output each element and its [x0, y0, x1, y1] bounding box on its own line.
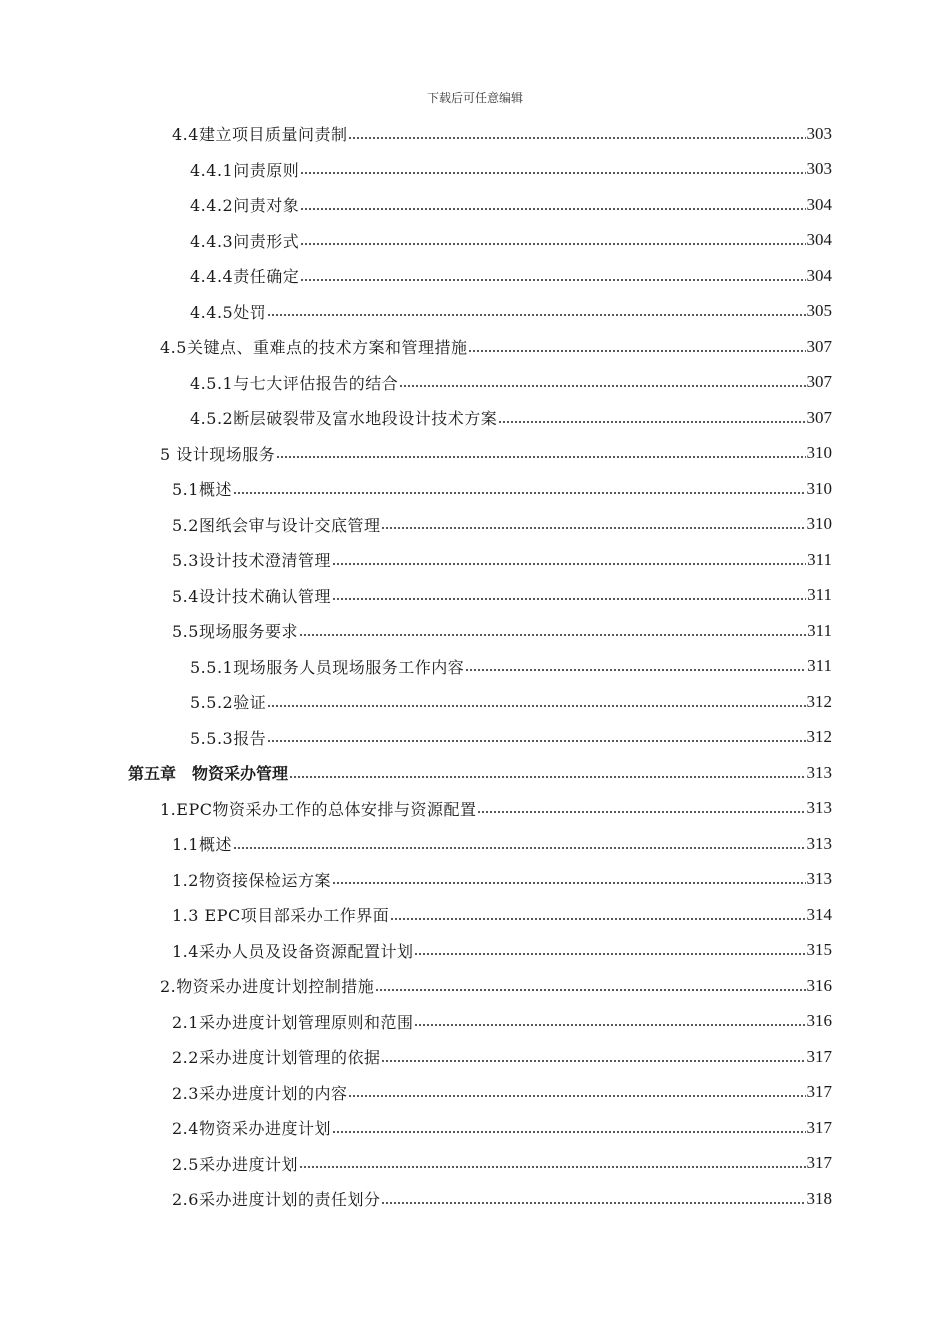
toc-dot-leader: [399, 381, 805, 391]
toc-entry-label: 5.2图纸会审与设计交底管理: [172, 515, 381, 535]
toc-page-number: 317: [806, 1153, 832, 1172]
toc-dot-leader: [267, 310, 805, 320]
toc-dot-leader: [299, 630, 806, 640]
toc-dot-leader: [414, 1020, 805, 1030]
toc-page-number: 304: [806, 230, 832, 249]
toc-dot-leader: [276, 452, 805, 462]
toc-entry-label: 1.1概述: [172, 835, 232, 854]
toc-dot-leader: [233, 843, 806, 853]
toc-page-number: 311: [807, 585, 832, 604]
toc-page-number: 315: [806, 940, 832, 959]
toc-dot-leader: [465, 665, 806, 675]
toc-entry[interactable]: [160, 329, 832, 364]
toc-page-number: 316: [806, 1011, 832, 1030]
toc-page-number: 307: [806, 407, 832, 427]
toc-dot-leader: [414, 949, 805, 959]
toc-entry[interactable]: [172, 1181, 832, 1216]
toc-entry-label: 4.5.1与七大评估报告的结合: [190, 373, 399, 393]
toc-entry-label: 5.5.2验证: [190, 693, 267, 712]
toc-page-number: 311: [807, 549, 832, 569]
toc-entry[interactable]: [172, 471, 832, 506]
toc-page-number: 310: [806, 443, 832, 462]
toc-entry-label: 1.2物资接保检运方案: [172, 870, 331, 890]
toc-page-number: 317: [806, 1117, 832, 1137]
toc-page-number: 312: [806, 727, 832, 746]
toc-entry-label: 4.4.1问责原则: [190, 160, 300, 180]
toc-chapter-entry[interactable]: [128, 755, 832, 790]
toc-entry-label: 2.3采办进度计划的内容: [172, 1083, 348, 1103]
toc-page-number: 318: [806, 1188, 832, 1208]
toc-dot-leader: [375, 985, 805, 995]
toc-entry[interactable]: [172, 1110, 832, 1145]
toc-dot-leader: [233, 488, 806, 498]
toc-entry-label: 2.1采办进度计划管理原则和范围: [172, 1012, 414, 1032]
toc-page-number: 313: [806, 869, 832, 888]
toc-entry-label: 5.5现场服务要求: [172, 622, 298, 641]
toc-page-number: 304: [806, 265, 832, 285]
toc-entry-label: 5.4设计技术确认管理: [172, 586, 331, 606]
toc-dot-leader: [267, 736, 805, 746]
toc-dot-leader: [332, 594, 806, 604]
toc-entry-label: 4.4.3问责形式: [190, 231, 300, 251]
toc-dot-leader: [332, 559, 806, 569]
toc-entry[interactable]: [190, 365, 832, 400]
toc-dot-leader: [300, 168, 805, 178]
toc-entry-label: 5.1概述: [172, 480, 232, 499]
toc-dot-leader: [289, 772, 805, 782]
toc-dot-leader: [300, 204, 805, 214]
toc-page-number: 313: [806, 762, 832, 782]
toc-entry-label: 2.4物资采办进度计划: [172, 1119, 331, 1138]
toc-page-number: 310: [806, 514, 832, 533]
toc-entry-label: 1.3 EPC项目部采办工作界面: [172, 906, 390, 925]
toc-page-number: 313: [806, 798, 832, 817]
toc-entry[interactable]: [172, 116, 832, 151]
toc-entry-label: 2.6采办进度计划的责任划分: [172, 1190, 381, 1209]
toc-entry[interactable]: [190, 294, 832, 329]
toc-entry[interactable]: [160, 791, 832, 826]
toc-entry[interactable]: [172, 1004, 832, 1039]
toc-page-number: 310: [806, 478, 832, 498]
toc-entry-label: 第五章 物资采办管理: [128, 764, 289, 783]
toc-entry-label: 4.5.2断层破裂带及富水地段设计技术方案: [190, 409, 498, 428]
toc-dot-leader: [477, 807, 805, 817]
toc-entry-label: 2.物资采办进度计划控制措施: [160, 977, 375, 996]
toc-entry[interactable]: [172, 578, 832, 613]
toc-page-number: 317: [806, 1082, 832, 1101]
toc-entry-label: 4.4.5处罚: [190, 302, 267, 322]
toc-entry-label: 2.5采办进度计划: [172, 1154, 298, 1174]
toc-entry[interactable]: [172, 933, 832, 968]
toc-page-number: 311: [807, 656, 832, 675]
toc-page-number: 314: [806, 904, 832, 924]
toc-entry[interactable]: [160, 968, 832, 1003]
toc-entry-label: 4.4.2问责对象: [190, 196, 300, 215]
toc-entry-label: 5.5.3报告: [190, 728, 267, 748]
toc-entry[interactable]: [190, 649, 832, 684]
toc-dot-leader: [300, 239, 805, 249]
toc-dot-leader: [390, 914, 805, 924]
toc-page-number: 311: [807, 620, 832, 640]
toc-page-number: 313: [806, 833, 832, 853]
toc-entry[interactable]: [172, 1039, 832, 1074]
page-header: 下载后可任意编辑: [426, 91, 523, 105]
toc-entry-label: 5.3设计技术澄清管理: [172, 551, 331, 570]
toc-entry-label: 4.5关键点、重难点的技术方案和管理措施: [160, 338, 468, 357]
toc-page-number: 303: [806, 159, 832, 178]
toc-dot-leader: [300, 275, 805, 285]
toc-entry[interactable]: [172, 1075, 832, 1110]
toc-dot-leader: [498, 417, 805, 427]
toc-page-number: 312: [806, 691, 832, 711]
toc-entry[interactable]: [160, 436, 832, 471]
toc-entry-label: 1.EPC物资采办工作的总体安排与资源配置: [160, 799, 477, 819]
toc-entry[interactable]: [190, 152, 832, 187]
toc-entry[interactable]: [190, 400, 832, 435]
toc-entry[interactable]: [190, 187, 832, 222]
toc-dot-leader: [267, 701, 805, 711]
toc-entry-label: 5 设计现场服务: [160, 444, 276, 464]
toc-entry[interactable]: [172, 542, 832, 577]
toc-dot-leader: [381, 1198, 805, 1208]
toc-entry[interactable]: [190, 223, 832, 258]
toc-entry-label: 4.4建立项目质量问责制: [172, 125, 348, 144]
toc-entry[interactable]: [190, 684, 832, 719]
toc-entry[interactable]: [172, 897, 832, 932]
toc-page-number: 303: [806, 123, 832, 143]
toc-entry-label: 4.4.4责任确定: [190, 267, 300, 286]
toc-entry[interactable]: [172, 613, 832, 648]
toc-entry[interactable]: [172, 507, 832, 542]
toc-dot-leader: [299, 1162, 806, 1172]
toc-entry[interactable]: [172, 1146, 832, 1181]
toc-dot-leader: [348, 1091, 805, 1101]
toc-page-number: 305: [806, 301, 832, 320]
toc-entry-label: 5.5.1现场服务人员现场服务工作内容: [190, 657, 465, 677]
toc-dot-leader: [381, 1056, 805, 1066]
toc-entry[interactable]: [172, 862, 832, 897]
toc-dot-leader: [332, 878, 806, 888]
toc-dot-leader: [332, 1127, 806, 1137]
toc-page-number: 317: [806, 1046, 832, 1066]
toc-page-number: 307: [806, 336, 832, 356]
toc-entry[interactable]: [190, 258, 832, 293]
toc-dot-leader: [348, 133, 805, 143]
toc-dot-leader: [381, 523, 805, 533]
toc-entry-label: 2.2采办进度计划管理的依据: [172, 1048, 381, 1067]
toc-entry-label: 1.4采办人员及设备资源配置计划: [172, 941, 414, 961]
toc-entry[interactable]: [172, 826, 832, 861]
toc-entry[interactable]: [190, 720, 832, 755]
toc-page-number: 307: [806, 372, 832, 391]
toc-page-number: 316: [806, 975, 832, 995]
toc-page-number: 304: [806, 194, 832, 214]
toc-dot-leader: [468, 346, 805, 356]
